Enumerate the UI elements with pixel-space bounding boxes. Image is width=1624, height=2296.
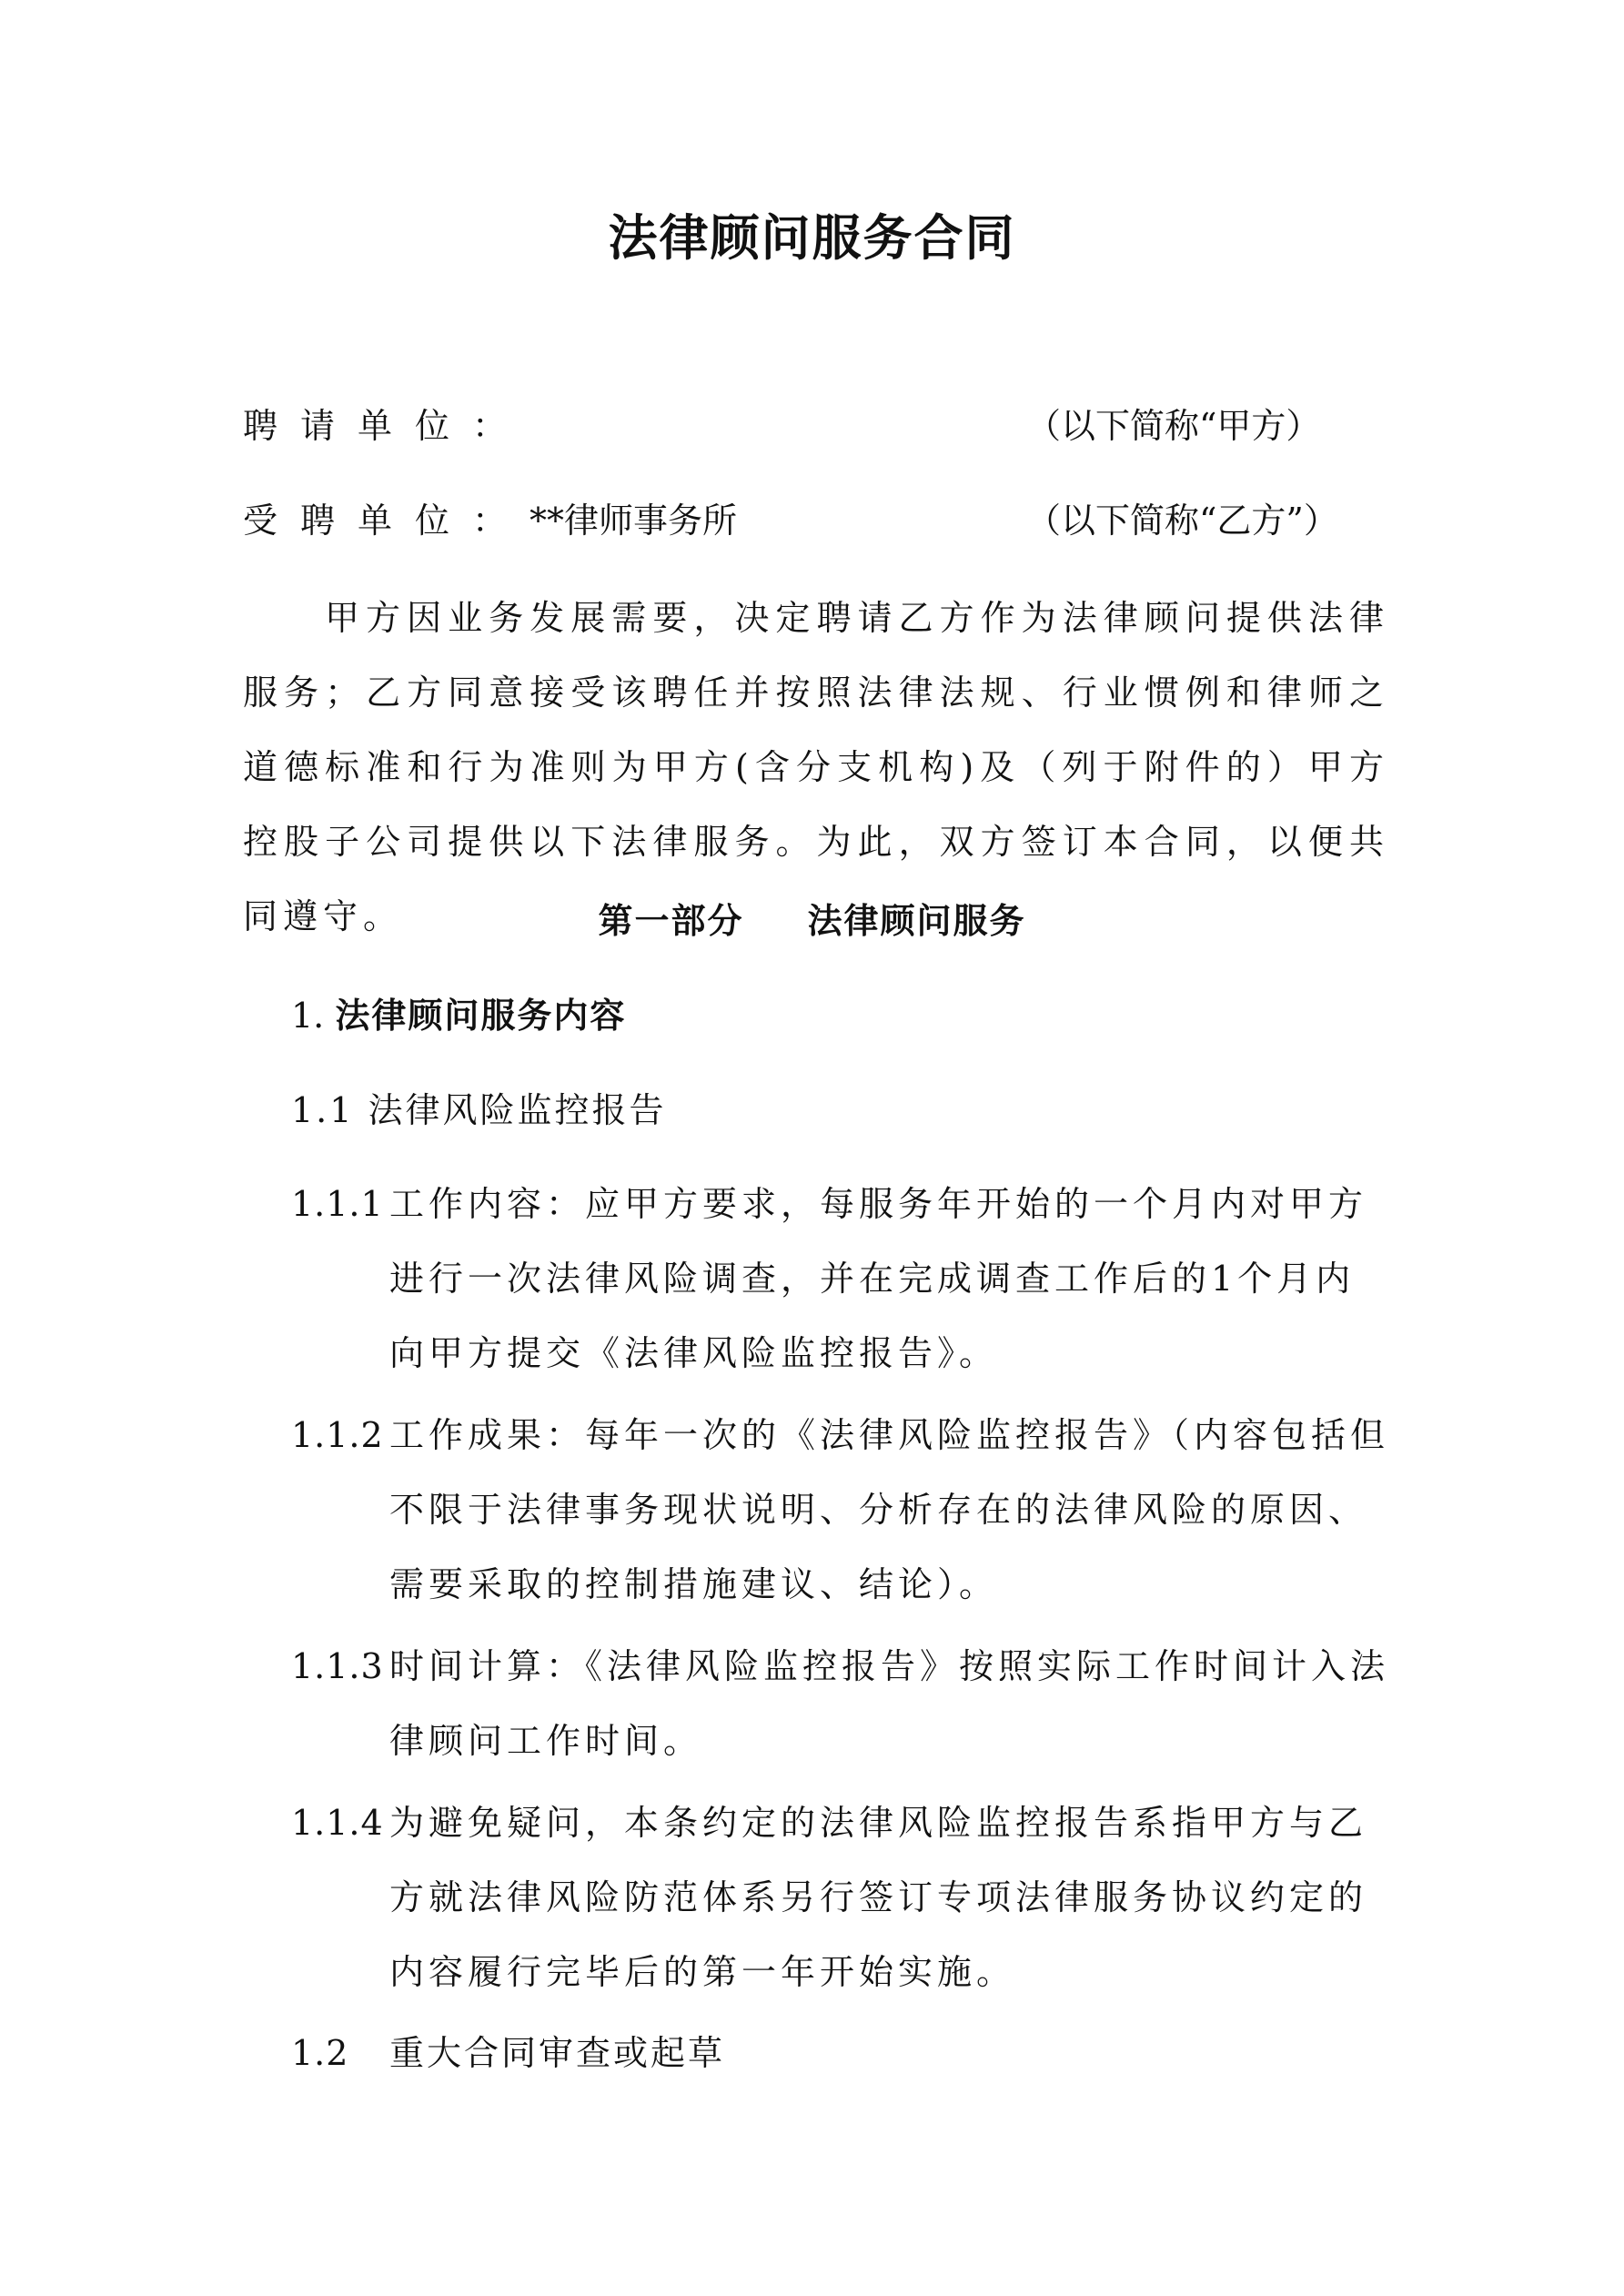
preamble-paragraph: 甲方因业务发展需要，决定聘请乙方作为法律顾问提供法律服务；乙方同意接受该聘任并按照法律法规、行业惯例和律师之道德标准和行为准则为甲方(含分支机构)及（列于附件的）甲方控股子公司提供以下法律服务。为此，双方签订本合同，以便共同遵守。 bbox=[243, 598, 1389, 936]
clause-number: 1.1.3 bbox=[291, 1646, 384, 1686]
clause-1-1-1 bbox=[291, 1167, 1394, 1391]
employer-label: 聘请单位： bbox=[243, 406, 530, 446]
subsection-title: 重大合同审查或起草 bbox=[389, 2033, 726, 2073]
subsection-number: 1.2 bbox=[291, 2033, 349, 2073]
part-number: 第一部分 bbox=[598, 901, 744, 941]
part-title: 法律顾问服务 bbox=[807, 901, 1026, 941]
clause-1-1-3 bbox=[291, 1629, 1394, 1778]
part-heading bbox=[0, 894, 1624, 948]
clause-text: 工作成果：每年一次的《法律风险监控报告》（内容包括但不限于法律事务现状说明、分析存在的法律风险的原因、需要采取的控制措施建议、结论）。 bbox=[389, 1415, 1390, 1604]
employee-row bbox=[243, 493, 737, 548]
clause-text: 时间计算：《法律风险监控报告》按照实际工作时间计入法律顾问工作时间。 bbox=[389, 1646, 1390, 1761]
clause-1-1-2 bbox=[291, 1398, 1394, 1622]
subsection-heading-1-2 bbox=[291, 2026, 725, 2080]
clause-1-1-4 bbox=[291, 1785, 1394, 2009]
subsection-title: 法律风险监控报告 bbox=[368, 1090, 667, 1130]
employee-label: 受聘单位： bbox=[243, 501, 530, 541]
employer-note: （以下简称“甲方） bbox=[1026, 406, 1321, 446]
clause-number: 1.1.1 bbox=[291, 1184, 384, 1224]
section-number: 1. bbox=[291, 996, 325, 1036]
section-title: 法律顾问服务内容 bbox=[335, 996, 627, 1036]
employee-name: **律师事务所 bbox=[530, 501, 738, 541]
subsection-number: 1.1 bbox=[291, 1090, 355, 1130]
clause-number: 1.1.4 bbox=[291, 1803, 384, 1843]
section-heading-1 bbox=[291, 988, 626, 1043]
clause-text: 为避免疑问，本条约定的法律风险监控报告系指甲方与乙方就法律风险防范体系另行签订专项法律服务协议约定的内容履行完毕后的第一年开始实施。 bbox=[389, 1803, 1368, 1992]
subsection-heading-1-1 bbox=[291, 1083, 667, 1138]
clause-text: 工作内容：应甲方要求，每服务年开始的一个月内对甲方进行一次法律风险调查，并在完成调查工作后的1个月内向甲方提交《法律风险监控报告》。 bbox=[389, 1184, 1368, 1373]
document-title: 法律顾问服务合同 bbox=[608, 209, 1016, 267]
clause-number: 1.1.2 bbox=[291, 1415, 384, 1455]
employee-note: （以下简称“乙方”） bbox=[1026, 501, 1338, 541]
employer-row bbox=[243, 399, 530, 453]
